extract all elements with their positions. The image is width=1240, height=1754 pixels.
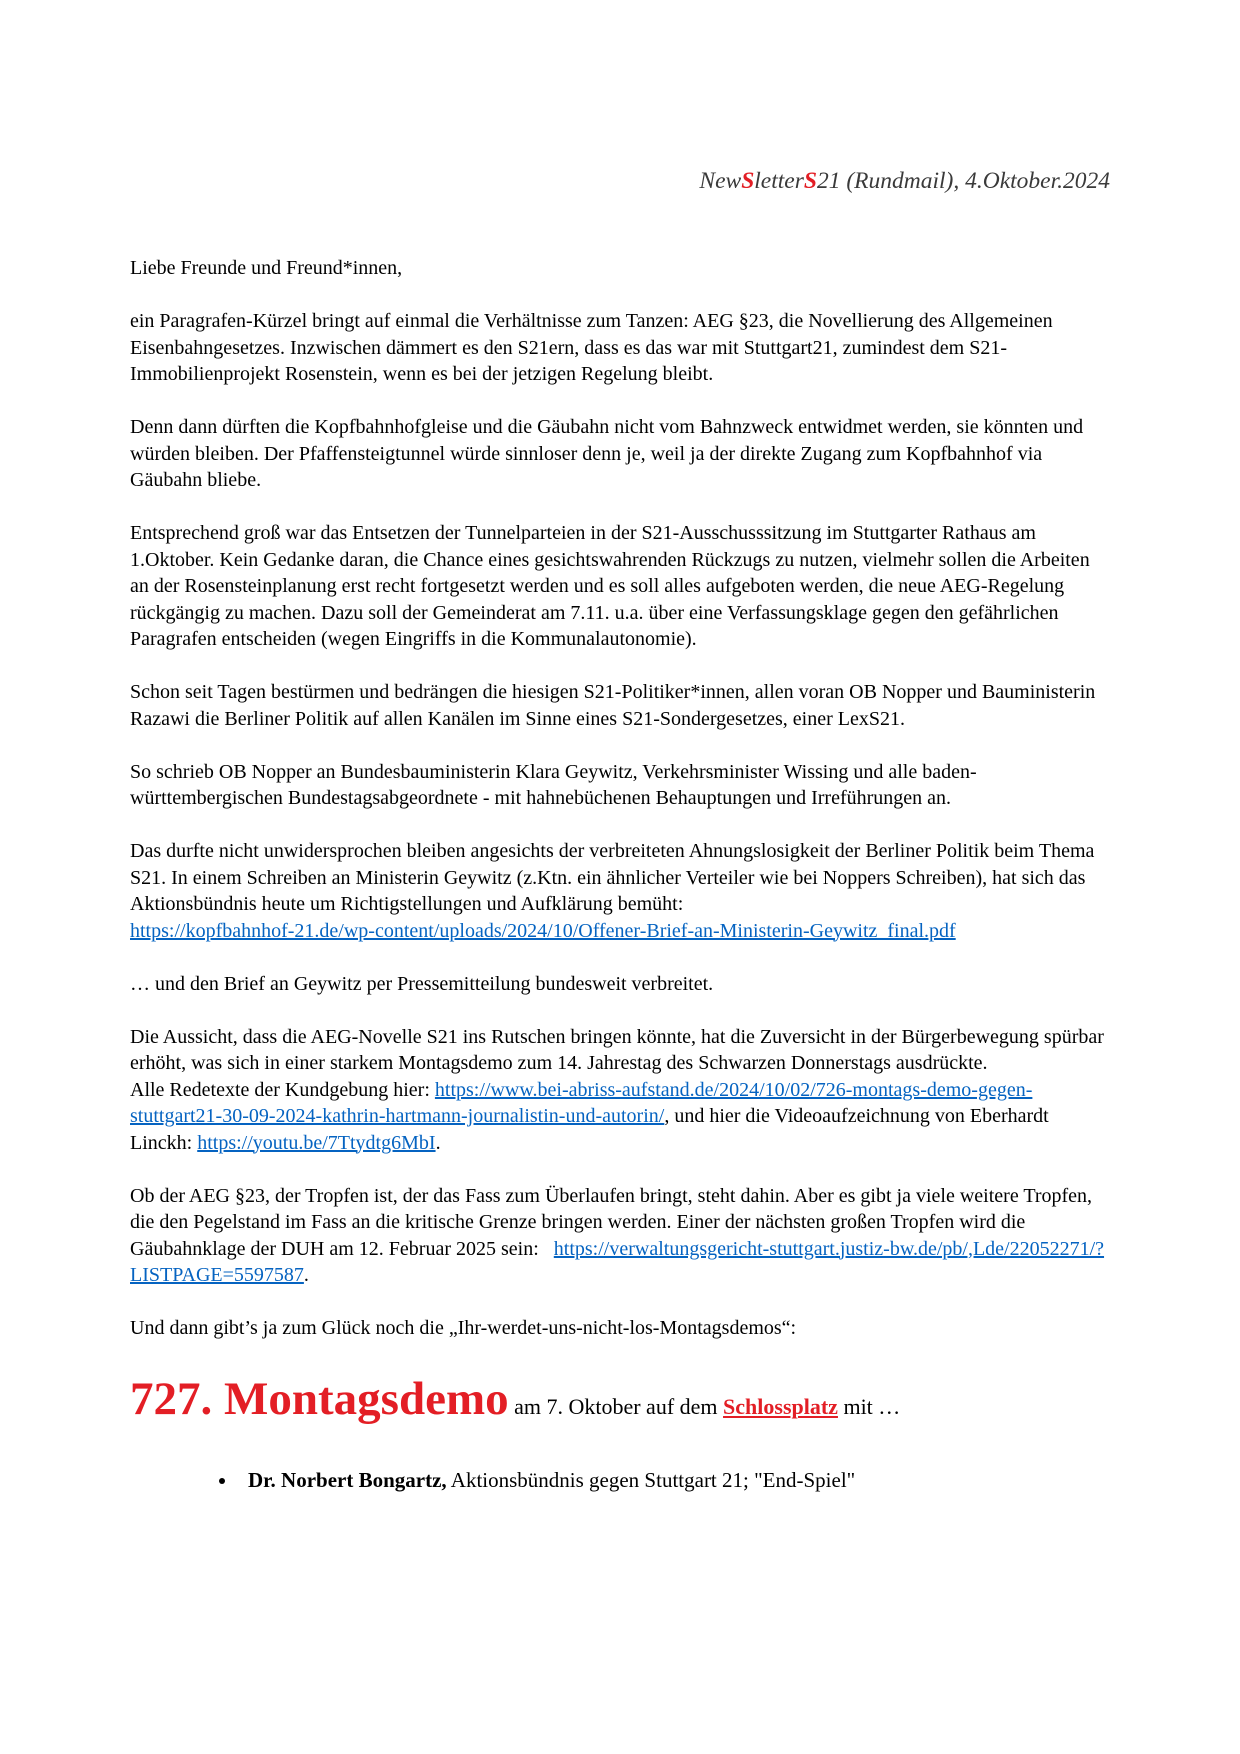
demo-title: 727. Montagsdemo <box>130 1372 509 1425</box>
text-segment: Alle Redetexte der Kundgebung hier: <box>130 1078 435 1101</box>
link-verwaltungsgericht[interactable]: https://verwaltungsgericht-stuttgart.justiz-bw.de/pb/,Lde/22052271/?LISTPAGE=5597587 <box>130 1237 1105 1286</box>
newsletter-title-line <box>130 168 1110 195</box>
demo-trailing-text: mit … <box>837 1393 901 1419</box>
paragraph-montagsdemo-726 <box>130 1024 1110 1157</box>
title-part-letter: letter <box>754 168 804 194</box>
speaker-description: Aktionsbündnis gegen Stuttgart 21; "End-Spiel" <box>446 1467 856 1492</box>
paragraph-aeg-novelle: ein Paragrafen-Kürzel bringt auf einmal die Verhältnisse zum Tanzen: AEG §23, die Novellierung des Allgemeinen Eisenbahngesetzes. Inzwischen dämmert es den S21ern, dass es das war mit Stuttgart21, zumindest dem S21-Immobilienprojekt Rosenstein, wenn es bei der jetzigen Regelung bleibt. <box>130 310 1053 385</box>
link-schlossplatz[interactable]: Schlossplatz <box>723 1393 838 1419</box>
text-segment: . <box>303 1264 309 1286</box>
paragraph-pressemitteilung: … und den Brief an Geywitz per Pressemitteilung bundesweit verbreitet. <box>130 972 714 995</box>
speaker-list <box>130 1467 1110 1494</box>
text-segment: , und hier die Videoaufzeichnung von Eberhardt Linckh: <box>130 1105 1049 1154</box>
speaker-item <box>238 1467 1110 1494</box>
title-part-s2: S <box>803 168 817 194</box>
paragraph-offener-brief <box>130 838 1110 944</box>
title-part-new: New <box>699 168 742 194</box>
paragraph-nopper-brief: So schrieb OB Nopper an Bundesbauministerin Klara Geywitz, Verkehrsminister Wissing und alle baden-württembergischen Bundestagsabgeordnete - mit hahnebüchenen Behauptungen und Irreführungen an. <box>130 760 977 809</box>
demo-heading <box>130 1374 1110 1435</box>
greeting-line: Liebe Freunde und Freund*innen, <box>130 257 403 279</box>
text-segment: . <box>435 1131 441 1154</box>
text-segment: Ob der AEG §23, der Tropfen ist, der das Fass zum Überlaufen bringt, steht dahin. Aber es gibt ja viele weitere Tropfen, die den Pegelstand im Fass an die kritische Grenze bringen werden. Einer der nächsten großen Tropfen wird die Gäubahnklage der DUH am 12. Februar 2025 sein: <box>130 1184 1093 1260</box>
text-segment: Das durfte nicht unwidersprochen bleiben angesichts der verbreiteten Ahnungslosigkeit der Berliner Politik beim Thema S21. In einem Schreiben an Ministerin Geywitz (z.Ktn. ein ähnlicher Verteiler wie bei Noppers Schreiben), hat sich das Aktionsbündnis heute um Richtigstellungen und Aufklärung bemüht: <box>130 840 1095 915</box>
title-part-date: 21 (Rundmail), 4.Oktober.2024 <box>816 168 1110 194</box>
speaker-name: Dr. Norbert Bongartz, <box>248 1467 447 1492</box>
paragraph-montagsdemos-glueck: Und dann gibt’s ja zum Glück noch die „Ihr-werdet-uns-nicht-los-Montagsdemos“: <box>130 1317 797 1339</box>
link-redetexte-kundgebung[interactable]: https://www.bei-abriss-aufstand.de/2024/10/02/726-montags-demo-gegen-stuttgart21-30-09-2024-kathrin-hartmann-journalistin-und-autorin/ <box>130 1078 1033 1127</box>
link-youtube-video[interactable]: https://youtu.be/7Ttydtg6MbI <box>197 1131 436 1154</box>
link-offener-brief-pdf[interactable]: https://kopfbahnhof-21.de/wp-content/uploads/2024/10/Offener-Brief-an-Ministerin-Geywitz_final.pdf <box>130 919 956 942</box>
paragraph-politiker: Schon seit Tagen bestürmen und bedrängen die hiesigen S21-Politiker*innen, allen voran OB Nopper und Bauministerin Razawi die Berliner Politik auf allen Kanälen im Sinne eines S21-Sondergesetzes, einer LexS21. <box>130 681 1096 730</box>
paragraph-gaeubahnklage <box>130 1183 1110 1289</box>
title-part-s1: S <box>741 168 755 194</box>
demo-date-text: am 7. Oktober auf dem <box>508 1393 724 1419</box>
paragraph-kopfbahnhofgleise: Denn dann dürften die Kopfbahnhofgleise und die Gäubahn nicht vom Bahnzweck entwidmet werden, sie könnten und würden bleiben. Der Pfaffensteigtunnel würde sinnloser denn je, weil ja der direkte Zugang zum Kopfbahnhof via Gäubahn bliebe. <box>130 416 1084 491</box>
paragraph-ausschusssitzung: Entsprechend groß war das Entsetzen der Tunnelparteien in der S21-Ausschusssitzung im Stuttgarter Rathaus am 1.Oktober. Kein Gedanke daran, die Chance eines gesichtswahrenden Rückzugs zu nutzen, vielmehr sollen die Arbeiten an der Rosensteinplanung erst recht fortgesetzt werden und es soll alles aufgeboten werden, die neue AEG-Regelung rückgängig zu machen. Dazu soll der Gemeinderat am 7.11. u.a. über eine Verfassungsklage gegen den gefährlichen Paragrafen entscheiden (wegen Eingriffs in die Kommunalautonomie). <box>130 522 1090 650</box>
text-segment: Die Aussicht, dass die AEG-Novelle S21 ins Rutschen bringen könnte, hat die Zuversicht in der Bürgerbewegung spürbar erhöht, was sich in einer starkem Montagsdemo zum 14. Jahrestag des Schwarzen Donnerstags ausdrückte. <box>130 1025 1104 1074</box>
